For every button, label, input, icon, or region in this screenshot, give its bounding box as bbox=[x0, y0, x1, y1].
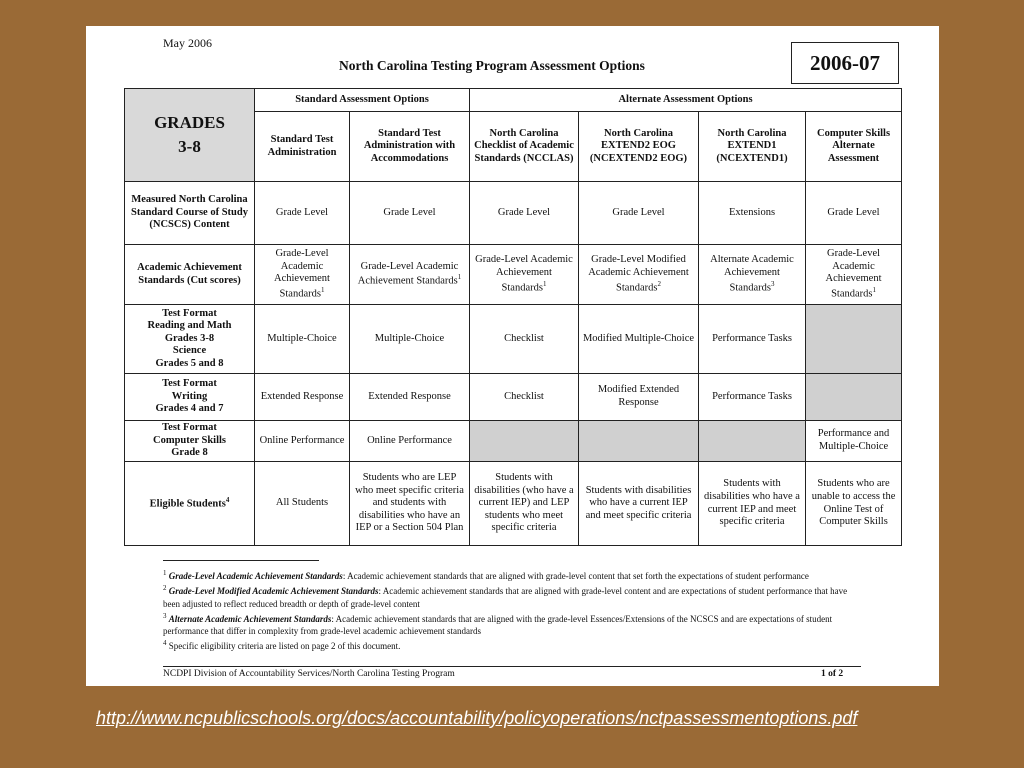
table-cell: Performance and Multiple-Choice bbox=[806, 421, 902, 462]
cell-text: Grade-Level Modified Academic Achievement Standards bbox=[588, 254, 689, 294]
row-header: Academic Achievement Standards (Cut scores) bbox=[125, 245, 255, 305]
footer-source: NCDPI Division of Accountability Services/North Carolina Testing Program bbox=[163, 669, 455, 679]
table-cell: Online Performance bbox=[350, 421, 470, 462]
table-cell bbox=[255, 245, 350, 305]
cell-text: Grade-Level Academic Achievement Standards bbox=[274, 248, 330, 300]
table-cell: Grade Level bbox=[806, 182, 902, 245]
row-header-line: Test Format bbox=[162, 378, 217, 390]
footnote-ref: 1 bbox=[542, 279, 547, 288]
format-computer-row bbox=[125, 421, 902, 462]
table-cell bbox=[470, 245, 579, 305]
footnote-ref: 1 bbox=[872, 285, 876, 294]
table-cell: Grade Level bbox=[255, 182, 350, 245]
footer-divider bbox=[163, 666, 861, 667]
table-cell: Extended Response bbox=[350, 374, 470, 421]
group-header-row bbox=[125, 89, 902, 112]
table-cell bbox=[806, 245, 902, 305]
page-number: 1 of 2 bbox=[821, 669, 844, 679]
table-cell: Grade Level bbox=[470, 182, 579, 245]
footnote-number: 1 bbox=[163, 569, 167, 577]
cell-text: Grade-Level Academic Achievement Standards bbox=[825, 248, 882, 300]
table-cell: Grade Level bbox=[579, 182, 699, 245]
row-header-line: Reading and Math bbox=[147, 320, 232, 332]
grades-label: GRADES bbox=[154, 113, 225, 133]
footnote-text: : Academic achievement standards that are aligned with grade-level content and are expectations of student performance that have been adjusted to reflect reduced breadth or depth of grade-level content bbox=[163, 586, 848, 609]
document-title: North Carolina Testing Program Assessment Options bbox=[339, 58, 645, 73]
footnote-ref: 3 bbox=[770, 279, 775, 288]
footnote-term: Grade-Level Modified Academic Achievement Standards bbox=[168, 586, 379, 597]
table-cell: Grade Level bbox=[350, 182, 470, 245]
footnote-text: : Academic achievement standards that are aligned with grade-level content that set forth the expectations of student performance bbox=[342, 571, 809, 581]
assessment-options-table bbox=[124, 88, 902, 546]
table-cell: Students who are LEP who meet specific criteria and students with disabilities who have an IEP or a Section 504 Plan bbox=[350, 462, 470, 546]
footnote-ref: 2 bbox=[657, 279, 661, 288]
column-header: Standard Test Administration bbox=[255, 112, 350, 182]
footnote bbox=[163, 567, 853, 582]
format-writing-row bbox=[125, 374, 902, 421]
footnote-ref: 1 bbox=[320, 285, 325, 294]
row-header-line: Test Format bbox=[162, 307, 217, 319]
format-reading-row bbox=[125, 305, 902, 374]
row-header-line: Grade 8 bbox=[171, 447, 208, 459]
eligible-row bbox=[125, 462, 902, 546]
footnote-number: 4 bbox=[163, 639, 167, 648]
table-cell: Multiple-Choice bbox=[255, 305, 350, 374]
footnote bbox=[163, 610, 853, 638]
table-cell: Modified Extended Response bbox=[579, 374, 699, 421]
row-header bbox=[125, 374, 255, 421]
footnote bbox=[163, 637, 853, 652]
footnote-ref: 1 bbox=[457, 273, 462, 282]
column-header: North Carolina EXTEND2 EOG (NCEXTEND2 EOG) bbox=[579, 112, 699, 182]
table-cell bbox=[350, 245, 470, 305]
row-header-line: Science bbox=[172, 345, 207, 357]
footnote-term: Alternate Academic Achievement Standards bbox=[168, 613, 332, 624]
table-cell: Performance Tasks bbox=[699, 374, 806, 421]
empty-shaded-cell bbox=[806, 305, 902, 374]
empty-shaded-cell bbox=[699, 421, 806, 462]
footnote-ref: 4 bbox=[225, 495, 230, 504]
row-header bbox=[125, 305, 255, 374]
content-row bbox=[125, 182, 902, 245]
table-cell: Checklist bbox=[470, 374, 579, 421]
footnote bbox=[163, 582, 853, 610]
column-header: Computer Skills Alternate Assessment bbox=[806, 112, 902, 182]
empty-shaded-cell bbox=[470, 421, 579, 462]
row-header-line: Computer Skills bbox=[152, 434, 227, 446]
table-cell: Checklist bbox=[470, 305, 579, 374]
row-header-text: Eligible Students bbox=[149, 498, 226, 510]
achievement-row bbox=[125, 245, 902, 305]
document-page bbox=[86, 26, 939, 686]
row-header: Measured North Carolina Standard Course of Study (NCSCS) Content bbox=[125, 182, 255, 245]
footnote-number: 2 bbox=[163, 584, 167, 593]
standard-options-header: Standard Assessment Options bbox=[255, 89, 470, 112]
table-cell: Students with disabilities who have a current IEP and meet specific criteria bbox=[579, 462, 699, 546]
row-header-line: Grades 5 and 8 bbox=[155, 357, 224, 369]
row-header-line: Grades 3-8 bbox=[164, 332, 215, 344]
table-cell: Students with disabilities who have a current IEP and meet specific criteria bbox=[699, 462, 806, 546]
table-cell: Multiple-Choice bbox=[350, 305, 470, 374]
footnote-text: : Academic achievement standards that are aligned with the grade-level Essences/Extensions of the NCSCS and are expectations of student performance that differ in complexity from grade-level academic achievement standards bbox=[163, 613, 833, 637]
row-header-line: Grades 4 and 7 bbox=[155, 403, 224, 415]
source-link[interactable]: http://www.ncpublicschools.org/docs/accountability/policyoperations/nctpassessmentoptions.pdf bbox=[96, 708, 858, 728]
document-date: May 2006 bbox=[163, 36, 212, 50]
table-cell bbox=[699, 245, 806, 305]
cell-text: Grade-Level Academic Achievement Standards bbox=[475, 254, 573, 294]
column-header: Standard Test Administration with Accommodations bbox=[350, 112, 470, 182]
table-cell: Students with disabilities (who have a current IEP) and LEP students who meet specific criteria bbox=[470, 462, 579, 546]
footnote-number: 3 bbox=[163, 611, 167, 620]
table-cell: Modified Multiple-Choice bbox=[579, 305, 699, 374]
column-header: North Carolina Checklist of Academic Standards (NCCLAS) bbox=[470, 112, 579, 182]
table-cell: Performance Tasks bbox=[699, 305, 806, 374]
table-cell: Extensions bbox=[699, 182, 806, 245]
cell-text: Grade-Level Academic Achievement Standards bbox=[357, 260, 459, 287]
empty-shaded-cell bbox=[579, 421, 699, 462]
grades-corner-cell bbox=[125, 89, 255, 182]
empty-shaded-cell bbox=[806, 374, 902, 421]
table-cell: Online Performance bbox=[255, 421, 350, 462]
column-header: North Carolina EXTEND1 (NCEXTEND1) bbox=[699, 112, 806, 182]
row-header-line: Writing bbox=[171, 390, 208, 402]
alternate-options-header: Alternate Assessment Options bbox=[470, 89, 902, 112]
footnote-divider bbox=[163, 560, 319, 561]
table-cell: Extended Response bbox=[255, 374, 350, 421]
grades-range: 3-8 bbox=[178, 137, 201, 156]
row-header bbox=[125, 421, 255, 462]
school-year-box: 2006-07 bbox=[791, 42, 899, 84]
footnote-term: Grade-Level Academic Achievement Standards bbox=[168, 571, 343, 581]
cell-text: Alternate Academic Achievement Standards bbox=[710, 254, 794, 294]
table-cell: All Students bbox=[255, 462, 350, 546]
footnote-text: Specific eligibility criteria are listed on page 2 of this document. bbox=[168, 641, 401, 652]
table-cell: Students who are unable to access the Online Test of Computer Skills bbox=[806, 462, 902, 546]
row-header bbox=[125, 462, 255, 546]
footnotes bbox=[163, 567, 853, 653]
table-cell bbox=[579, 245, 699, 305]
row-header-line: Test Format bbox=[162, 422, 217, 434]
